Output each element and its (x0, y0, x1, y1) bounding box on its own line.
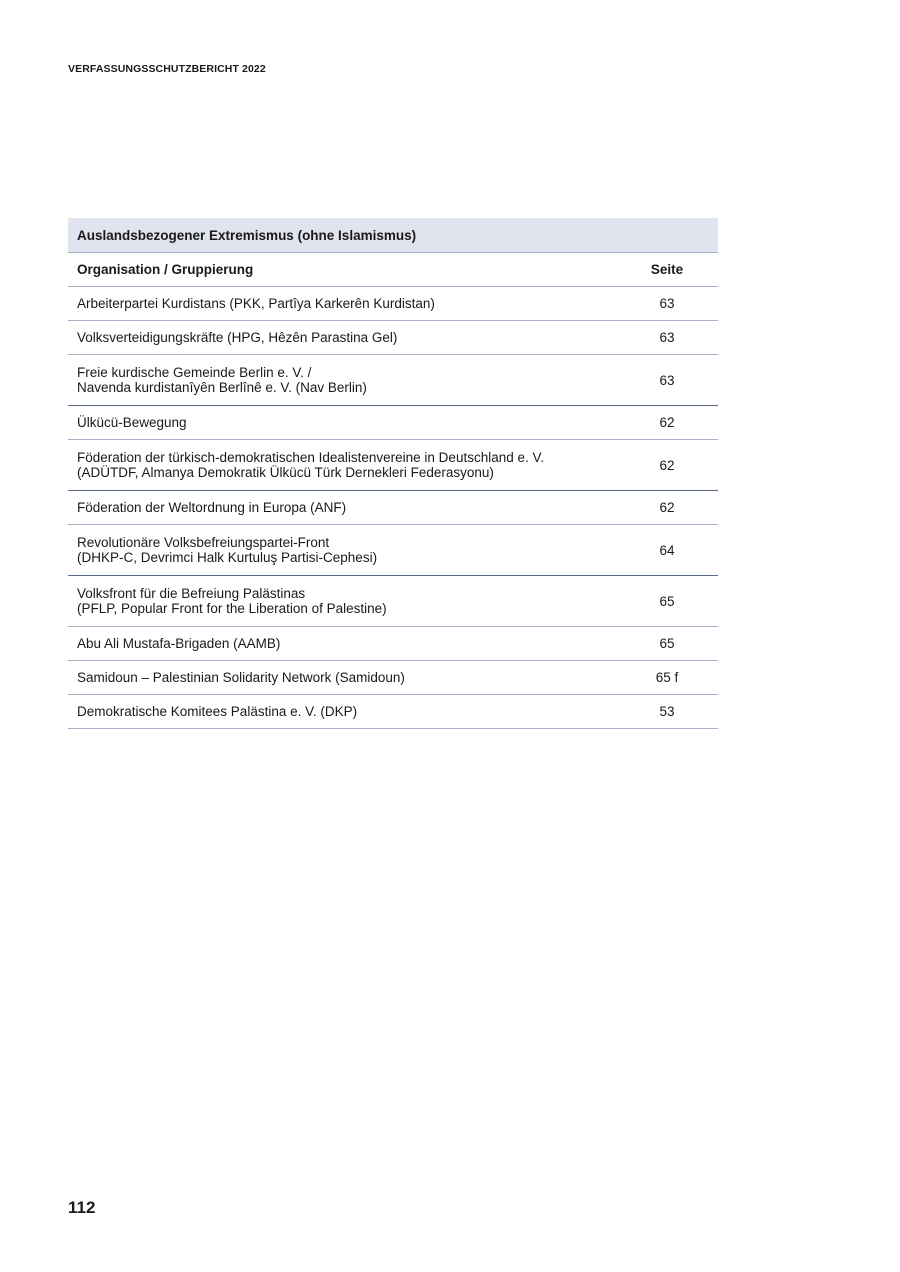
organisation-cell (77, 704, 625, 720)
organisation-name: Revolutionäre Volksbefreiungspartei-Front (77, 534, 330, 550)
page-cell: 65 f (655, 670, 679, 685)
page-number: 112 (68, 1198, 96, 1217)
header-organisation: Organisation / Gruppierung (77, 261, 254, 277)
organisation-cell (77, 535, 625, 566)
header-page: Seite (650, 262, 684, 277)
page-cell: 62 (659, 500, 675, 515)
table-row (68, 406, 718, 440)
table-row (68, 525, 718, 576)
table-header-row (68, 253, 718, 287)
organisation-cell (77, 365, 625, 396)
organisations-table (68, 218, 718, 729)
page-cell: 63 (659, 296, 675, 311)
organisation-cell (77, 586, 625, 617)
organisation-cell (77, 500, 625, 516)
table-row (68, 627, 718, 661)
table-row (68, 695, 718, 729)
organisation-cell (77, 415, 625, 431)
page-cell: 62 (659, 415, 675, 430)
organisation-name: Demokratische Komitees Palästina e. V. (DKP) (77, 703, 358, 719)
organisation-name: Freie kurdische Gemeinde Berlin e. V. / (77, 364, 312, 380)
running-header: VERFASSUNGSSCHUTZBERICHT 2022 (68, 63, 266, 75)
organisation-name: Volksfront für die Befreiung Palästinas (77, 585, 306, 601)
page-cell: 65 (659, 636, 675, 651)
page-cell: 62 (659, 457, 675, 473)
organisation-name-line2: Navenda kurdistanîyên Berlînê e. V. (Nav Berlin) (77, 380, 367, 395)
organisation-name-line2: (PFLP, Popular Front for the Liberation of Palestine) (77, 601, 387, 616)
table-title: Auslandsbezogener Extremismus (ohne Islamismus) (68, 218, 718, 253)
page-cell: 65 (659, 593, 675, 609)
organisation-name: Föderation der Weltordnung in Europa (ANF) (77, 499, 347, 515)
table-row (68, 287, 718, 321)
organisation-cell (77, 636, 625, 652)
table-row (68, 576, 718, 627)
table-row (68, 321, 718, 355)
page-cell: 63 (659, 372, 675, 388)
table-row (68, 355, 718, 406)
page-cell: 53 (659, 704, 675, 719)
organisation-name: Abu Ali Mustafa-Brigaden (AAMB) (77, 635, 281, 651)
organisation-name: Arbeiterpartei Kurdistans (PKK, Partîya Karkerên Kurdistan) (77, 295, 435, 311)
organisation-cell (77, 330, 625, 346)
organisation-name: Föderation der türkisch-demokratischen Idealistenvereine in Deutschland e. V. (77, 449, 545, 465)
table-row (68, 661, 718, 695)
table-row (68, 491, 718, 525)
organisation-name-line2: (ADÜTDF, Almanya Demokratik Ülkücü Türk Dernekleri Federasyonu) (77, 465, 494, 480)
table-row (68, 440, 718, 491)
organisation-name-line2: (DHKP-C, Devrimci Halk Kurtuluş Partisi-Cephesi) (77, 550, 378, 565)
organisation-cell (77, 450, 625, 481)
organisation-cell (77, 670, 625, 686)
page-cell: 64 (659, 542, 675, 558)
organisation-name: Volksverteidigungskräfte (HPG, Hêzên Parastina Gel) (77, 329, 398, 345)
organisation-name: Samidoun – Palestinian Solidarity Network (Samidoun) (77, 669, 405, 685)
organisation-name: Ülkücü-Bewegung (77, 414, 187, 430)
organisation-cell (77, 296, 625, 312)
page-cell: 63 (659, 330, 675, 345)
